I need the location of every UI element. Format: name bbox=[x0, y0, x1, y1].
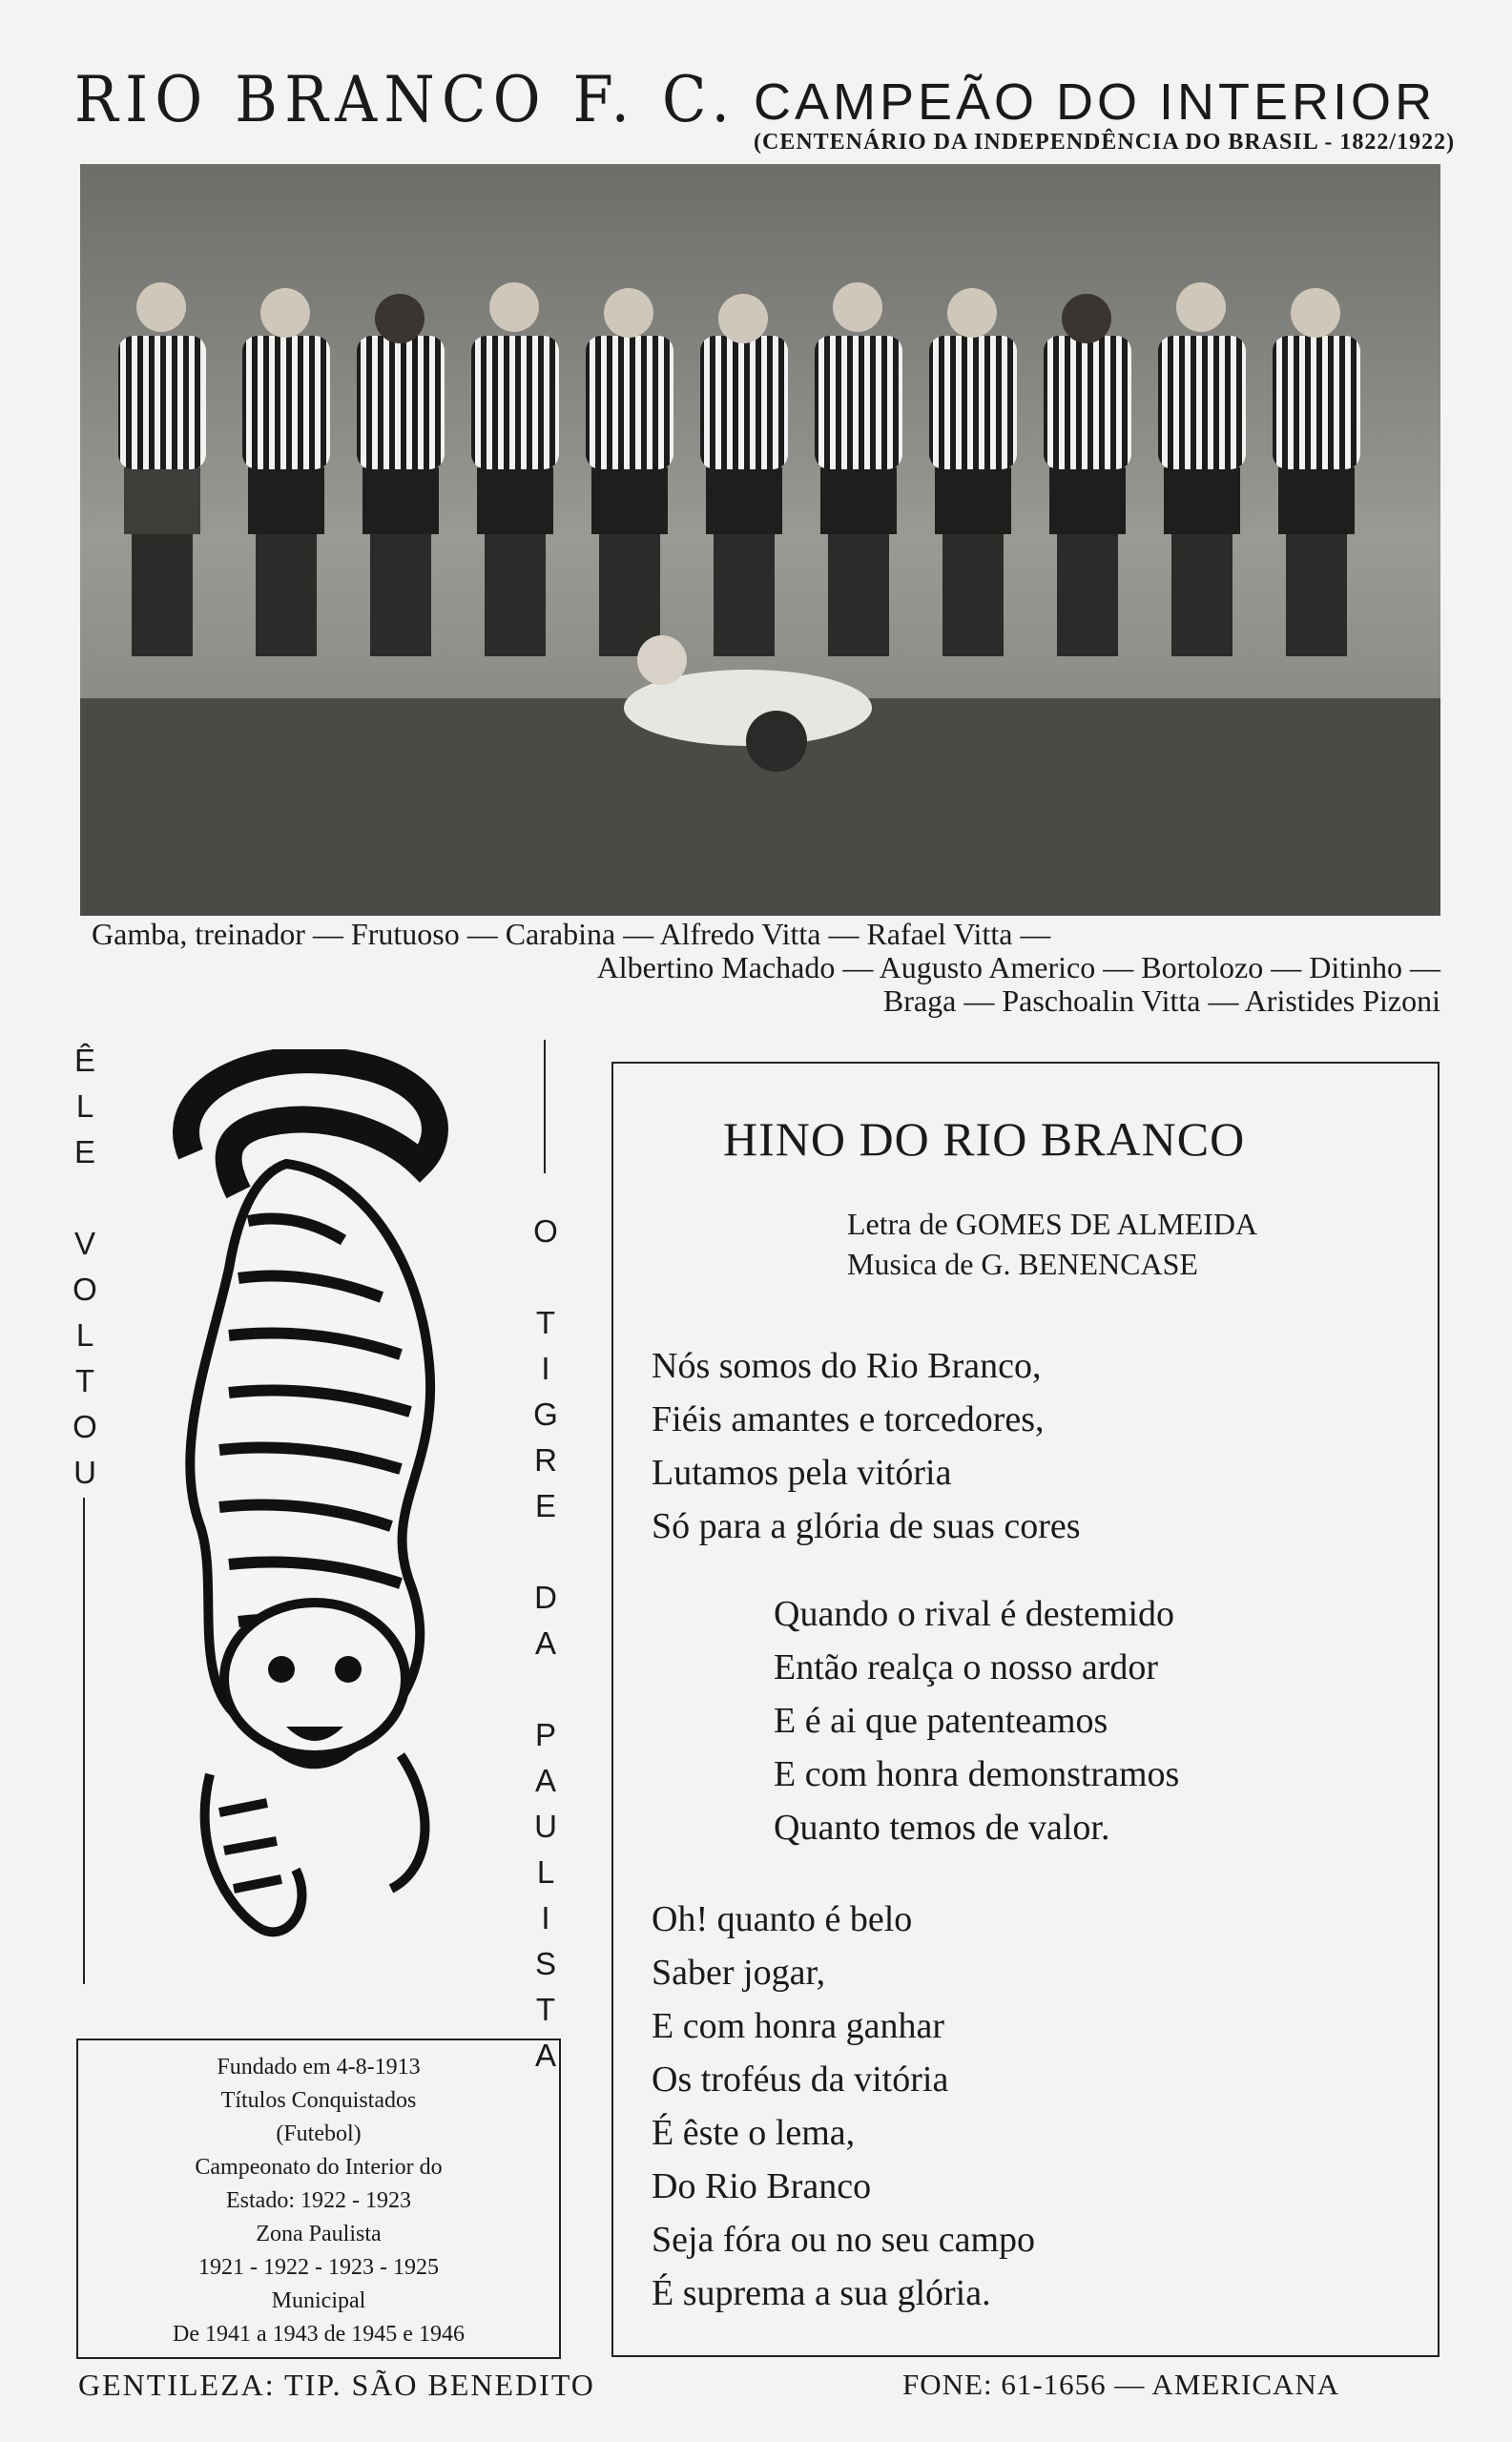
side-letter: V bbox=[73, 1226, 95, 1261]
verse-line: Nós somos do Rio Branco, bbox=[652, 1346, 1042, 1386]
divider bbox=[544, 1040, 546, 1173]
side-letter: A bbox=[534, 2038, 556, 2073]
side-letter: T bbox=[535, 1305, 556, 1340]
verse-line: Do Rio Branco bbox=[652, 2166, 872, 2206]
side-letter: A bbox=[534, 1625, 556, 1661]
side-letter: L bbox=[75, 1317, 94, 1353]
side-letter: A bbox=[534, 1763, 556, 1798]
caption-line: Gamba, treinador — Frutuoso — Carabina — Alfredo Vitta — Rafael Vitta — bbox=[92, 917, 1051, 951]
verse-line: É êste o lema, bbox=[652, 2113, 856, 2153]
side-letter: I bbox=[541, 1900, 550, 1935]
footer-credit: GENTILEZA: TIP. SÃO BENEDITO bbox=[78, 2368, 595, 2402]
photo-caption bbox=[57, 918, 1440, 1018]
verse-line: Lutamos pela vitória bbox=[652, 1453, 952, 1493]
info-line: Campeonato do Interior do bbox=[195, 2155, 443, 2180]
info-line: Zona Paulista bbox=[256, 2222, 382, 2246]
stanza-3 bbox=[652, 1893, 1035, 2320]
side-letter bbox=[527, 1666, 565, 1712]
anthem-title: HINO DO RIO BRANCO bbox=[723, 1112, 1246, 1166]
info-line: De 1941 a 1943 de 1945 e 1946 bbox=[173, 2322, 465, 2347]
verse-line: Seja fóra ou no seu campo bbox=[652, 2220, 1036, 2260]
side-letter: U bbox=[534, 1809, 557, 1844]
side-letter: R bbox=[534, 1442, 557, 1478]
header-note: (CENTENÁRIO DA INDEPENDÊNCIA DO BRASIL - 1822/1922) bbox=[754, 130, 1456, 155]
side-letter: Ê bbox=[73, 1043, 95, 1078]
side-letter bbox=[66, 1175, 104, 1221]
info-line: 1921 - 1922 - 1923 - 1925 bbox=[198, 2255, 439, 2280]
verse-line: Só para a glória de suas cores bbox=[652, 1506, 1081, 1546]
side-letter: G bbox=[533, 1397, 558, 1432]
stanza-2 bbox=[774, 1587, 1179, 1854]
verse-line: É suprema a sua glória. bbox=[652, 2273, 991, 2313]
info-line: Estado: 1922 - 1923 bbox=[226, 2188, 411, 2213]
page-title: RIO BRANCO F. C. bbox=[74, 63, 737, 136]
tiger-illustration bbox=[153, 1049, 515, 1984]
side-letter: E bbox=[73, 1134, 95, 1169]
side-letter: T bbox=[535, 1992, 556, 2027]
page-subtitle: CAMPEÃO DO INTERIOR bbox=[754, 73, 1437, 131]
side-letter: T bbox=[74, 1363, 95, 1398]
side-text-tigre-paulista bbox=[527, 1209, 565, 2079]
side-letter: O bbox=[533, 1213, 558, 1249]
stanza-1 bbox=[652, 1339, 1081, 1553]
team-photo bbox=[80, 164, 1440, 916]
verse-line: E com honra demonstramos bbox=[774, 1754, 1180, 1794]
verse-line: Quanto temos de valor. bbox=[774, 1808, 1110, 1848]
verse-line: Os troféus da vitória bbox=[652, 2059, 949, 2100]
side-letter bbox=[527, 1254, 565, 1300]
verse-line: Oh! quanto é belo bbox=[652, 1899, 913, 1939]
side-letter: D bbox=[534, 1580, 557, 1615]
side-letter: L bbox=[75, 1088, 94, 1124]
caption-line: Albertino Machado — Augusto Americo — Bortolozo — Ditinho — bbox=[596, 950, 1440, 984]
music-credit: Musica de G. BENENCASE bbox=[847, 1247, 1198, 1281]
divider bbox=[83, 1498, 85, 1984]
anthem-credits bbox=[847, 1204, 1257, 1284]
verse-line: E é ai que patenteamos bbox=[774, 1701, 1108, 1741]
info-line: Fundado em 4-8-1913 bbox=[217, 2055, 421, 2080]
caption-line: Braga — Paschoalin Vitta — Aristides Pizoni bbox=[882, 983, 1440, 1018]
footer-phone: FONE: 61-1656 — AMERICANA bbox=[902, 2368, 1340, 2401]
verse-line: Saber jogar, bbox=[652, 1953, 826, 1993]
info-line: Municipal bbox=[271, 2288, 366, 2313]
info-line: (Futebol) bbox=[276, 2121, 362, 2146]
lyrics-credit: Letra de GOMES DE ALMEIDA bbox=[847, 1207, 1258, 1241]
verse-line: Quando o rival é destemido bbox=[774, 1594, 1175, 1634]
side-letter: P bbox=[534, 1717, 556, 1752]
verse-line: Então realça o nosso ardor bbox=[774, 1647, 1159, 1687]
verse-line: E com honra ganhar bbox=[652, 2006, 945, 2046]
side-letter bbox=[527, 1529, 565, 1575]
side-letter: O bbox=[72, 1272, 97, 1307]
side-text-ele-voltou bbox=[66, 1038, 104, 1496]
founded-info bbox=[76, 2051, 561, 2351]
side-letter: E bbox=[534, 1488, 556, 1523]
side-letter: S bbox=[534, 1946, 556, 1981]
side-letter: L bbox=[536, 1854, 555, 1890]
side-letter: U bbox=[73, 1455, 96, 1490]
info-line: Títulos Conquistados bbox=[220, 2088, 417, 2113]
side-letter: I bbox=[541, 1351, 550, 1386]
side-letter: O bbox=[72, 1409, 97, 1444]
verse-line: Fiéis amantes e torcedores, bbox=[652, 1399, 1045, 1439]
